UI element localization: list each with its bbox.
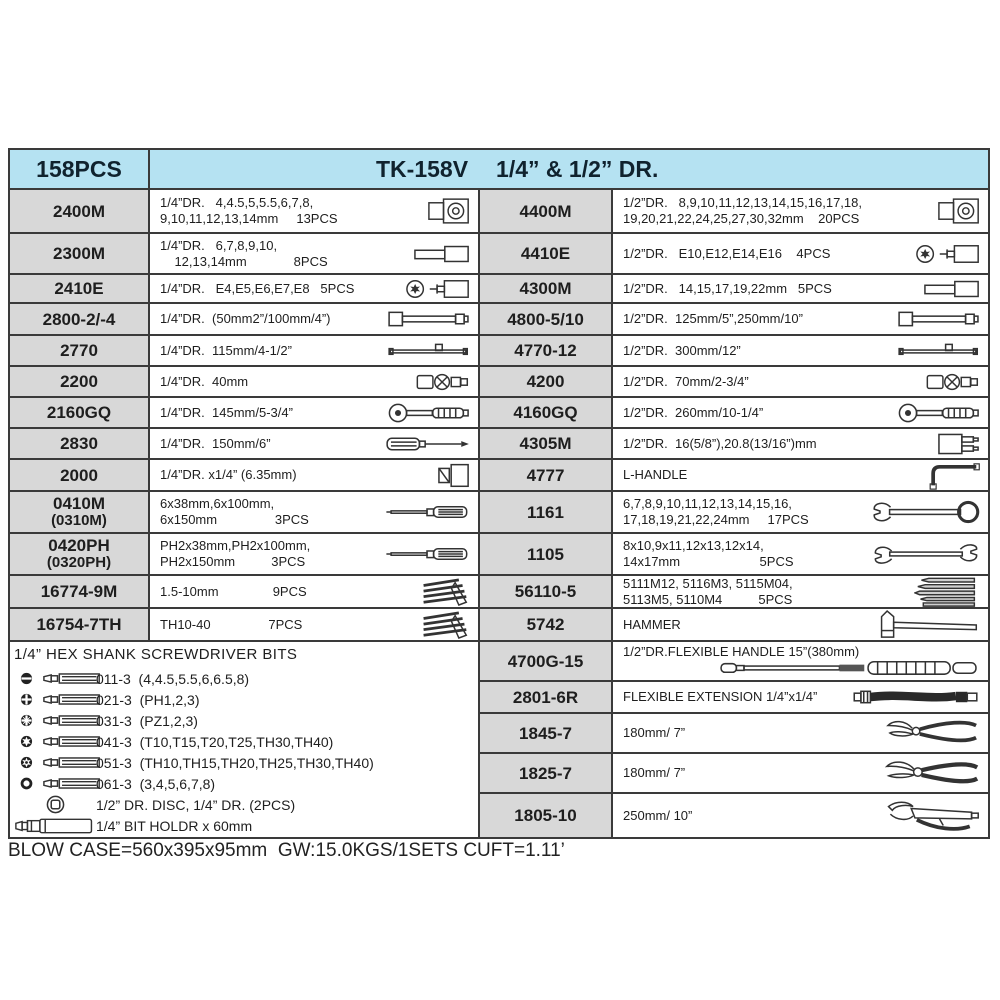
description-line: 1/2”DR. 70mm/2-3/4” <box>623 373 749 389</box>
part-description-cell <box>613 304 988 334</box>
part-code-cell <box>10 429 150 458</box>
description-line: L-HANDLE <box>623 467 688 482</box>
blow-case-note: BLOW CASE=560x395x95mm GW:15.0KGS/1SETS CUFT=1.11’ <box>8 840 565 861</box>
description-line: 1/4”DR. 115mm/4-1/2” <box>160 342 292 358</box>
part-description-cell <box>150 367 478 396</box>
hex-bits-title: 1/4” HEX SHANK SCREWDRIVER BITS <box>14 646 298 663</box>
table-row <box>10 460 478 492</box>
part-code: 4777 <box>526 465 565 485</box>
part-code-cell <box>480 460 613 490</box>
part-description-cell <box>150 609 478 640</box>
part-description-cell <box>150 429 478 458</box>
bit-icons <box>14 756 96 769</box>
diagonal-pliers-icon <box>884 718 980 748</box>
table-row <box>480 576 988 609</box>
description-line: 6,7,8,9,10,11,12,13,14,15,16, <box>623 496 792 511</box>
combination-wrench-icon <box>872 501 980 524</box>
hex-key-set-icon <box>418 610 470 640</box>
part-code: 0410M <box>53 494 105 513</box>
part-description-cell <box>150 576 478 607</box>
bit-icon <box>43 756 101 769</box>
part-code-cell <box>480 794 613 837</box>
part-description-cell <box>150 304 478 334</box>
part-description-cell <box>613 460 988 490</box>
bit-icon <box>43 777 101 790</box>
description-line: 1/4”DR. 40mm <box>160 373 249 389</box>
spinner-handle-icon <box>386 434 470 453</box>
part-description-cell <box>150 336 478 365</box>
description-line: 1.5-10mm 9PCS <box>160 583 307 599</box>
part-description-cell <box>150 460 478 490</box>
part-code-cell <box>10 534 150 574</box>
torx-tip-icon <box>20 735 33 748</box>
bit-item <box>14 815 478 836</box>
bit-icon <box>43 714 101 727</box>
part-code-cell <box>10 336 150 365</box>
table-row <box>10 398 478 429</box>
part-code-cell <box>480 234 613 273</box>
bit-icons <box>14 795 96 814</box>
table-row <box>10 304 478 336</box>
part-description-cell <box>613 534 988 574</box>
bit-item <box>14 731 478 752</box>
part-description-cell <box>613 492 988 532</box>
part-code-cell <box>10 234 150 273</box>
part-description-cell <box>613 234 988 273</box>
table-row <box>480 275 988 304</box>
right-rows-top <box>480 190 988 642</box>
part-code-alt: (0320PH) <box>46 554 112 571</box>
bit-icons <box>14 672 96 685</box>
table-row <box>480 534 988 576</box>
description-line: 1/2”DR. 16(5/8”),20.8(13/16”)mm <box>623 435 817 451</box>
bit-label: 1/2” DR. DISC, 1/4” DR. (2PCS) <box>96 796 296 813</box>
bit-icon <box>43 672 101 685</box>
table-row <box>480 492 988 534</box>
e-socket-icon <box>406 277 470 301</box>
table-row <box>480 794 988 837</box>
part-description-cell <box>613 754 988 792</box>
description-line: 9,10,11,12,13,14mm 13PCS <box>160 211 338 226</box>
part-code-cell <box>480 304 613 334</box>
part-code-cell <box>480 714 613 752</box>
bit-label: 041-3 (T10,T15,T20,T25,TH30,TH40) <box>96 733 334 750</box>
part-description-cell <box>613 398 988 427</box>
table-row <box>480 609 988 642</box>
table-row <box>480 234 988 275</box>
description-line: 180mm/ 7” <box>623 765 686 780</box>
part-description-cell <box>613 714 988 752</box>
deep-socket-icon <box>924 279 980 298</box>
part-description-cell <box>150 492 478 532</box>
cutting-pliers-icon <box>884 757 980 789</box>
piece-count: 158PCS <box>10 150 150 188</box>
table-body <box>10 190 988 837</box>
part-code: 1105 <box>527 544 564 564</box>
description-line: 1/2”DR.FLEXIBLE HANDLE 15”(380mm) <box>623 644 860 659</box>
extension-bar-icon <box>898 310 980 329</box>
tamper-torx-tip-icon <box>20 756 33 769</box>
bit-label: 061-3 (3,4,5,6,7,8) <box>96 775 216 792</box>
tool-set-table <box>8 148 990 839</box>
description-line: 6x38mm,6x100mm, <box>160 496 275 511</box>
hammer-icon <box>876 610 980 640</box>
part-code-cell <box>480 275 613 302</box>
part-description-cell <box>613 190 988 232</box>
description-line: 14x17mm 5PCS <box>623 554 794 569</box>
bit-item <box>14 710 478 731</box>
part-code: 2400M <box>53 201 105 221</box>
description-line: 1/4”DR. 4,4.5,5,5.5,6,7,8, <box>160 195 314 210</box>
table-row <box>10 190 478 234</box>
description-line: PH2x38mm,PH2x100mm, <box>160 538 311 553</box>
extension-bar-icon <box>388 310 470 329</box>
part-code-cell <box>10 275 150 302</box>
table-row <box>10 234 478 275</box>
part-code: 4400M <box>519 201 572 221</box>
screwdriver-icon <box>384 504 470 521</box>
bit-icons <box>14 714 96 727</box>
part-description-cell <box>613 429 988 458</box>
locking-pliers-icon <box>882 799 980 833</box>
bit-holder-icon <box>15 818 95 834</box>
part-code-cell <box>480 367 613 396</box>
table-row <box>480 336 988 367</box>
part-code-cell <box>10 190 150 232</box>
e-socket-icon <box>916 242 980 266</box>
bit-label: 1/4” BIT HOLDR x 60mm <box>96 817 253 834</box>
part-code: 5742 <box>526 615 565 634</box>
part-description-cell <box>613 794 988 837</box>
screwdriver-icon <box>384 546 470 563</box>
t-bar-icon <box>898 342 980 359</box>
table-row <box>480 714 988 754</box>
part-code: 4410E <box>520 244 571 263</box>
part-code: 56110-5 <box>514 582 577 601</box>
ratchet-icon <box>898 402 980 423</box>
description-line: 1/4”DR. x1/4” (6.35mm) <box>160 467 297 482</box>
part-code-cell <box>10 304 150 334</box>
drive-sizes: 1/4” & 1/2” DR. <box>496 155 659 182</box>
part-code: 4300M <box>519 279 572 298</box>
part-description-cell <box>150 190 478 232</box>
set-title <box>150 150 988 188</box>
universal-joint-icon <box>926 371 980 393</box>
table-row <box>480 460 988 492</box>
description-line: TH10-40 7PCS <box>160 616 303 632</box>
table-row <box>480 367 988 398</box>
description-line: 12,13,14mm 8PCS <box>160 253 328 269</box>
part-code: 2000 <box>60 465 98 485</box>
part-code: 4305M <box>519 434 572 453</box>
bit-icons <box>14 693 96 706</box>
description-line: 6x150mm 3PCS <box>160 512 309 527</box>
table-row <box>10 576 478 609</box>
part-code-cell <box>10 492 150 532</box>
bit-item <box>14 773 478 794</box>
part-description-cell <box>150 234 478 273</box>
part-description-cell <box>613 609 988 640</box>
socket-icon <box>938 198 980 224</box>
description-line: HAMMER <box>623 616 681 632</box>
table-row <box>10 336 478 367</box>
table-row <box>480 190 988 234</box>
t-bar-icon <box>388 342 470 359</box>
table-row <box>480 398 988 429</box>
flexible-handle-icon <box>718 657 980 678</box>
part-code-cell <box>480 609 613 640</box>
part-code: 1825-7 <box>519 763 572 783</box>
hex-bits-list <box>14 668 478 836</box>
table-row <box>10 275 478 304</box>
part-code-cell <box>480 429 613 458</box>
description-line: 1/4”DR. 150mm/6” <box>160 435 271 451</box>
part-code: 1845-7 <box>519 723 572 743</box>
part-code: 1161 <box>527 502 564 522</box>
description-line: 17,18,19,21,22,24mm 17PCS <box>623 512 809 527</box>
description-line: 1/4”DR. E4,E5,E6,E7,E8 5PCS <box>160 280 355 296</box>
part-code: 1805-10 <box>514 806 577 825</box>
part-code-cell <box>480 682 613 712</box>
description-line: 1/4”DR. 6,7,8,9,10, <box>160 237 278 253</box>
part-code: 2410E <box>54 279 104 298</box>
hex-tip-icon <box>20 777 33 790</box>
table-row <box>10 534 478 576</box>
part-code-cell <box>480 492 613 532</box>
part-code: 2830 <box>60 434 98 453</box>
open-end-wrench-icon <box>872 544 980 565</box>
bit-icon <box>43 735 101 748</box>
bit-item <box>14 794 478 815</box>
description-line: 5113M5, 5110M4 5PCS <box>623 591 793 607</box>
spark-plug-socket-icon <box>938 432 980 455</box>
table-row <box>480 754 988 794</box>
table-row <box>10 609 478 642</box>
part-code: 4770-12 <box>514 341 577 360</box>
part-code: 4700G-15 <box>507 651 584 671</box>
bit-icons <box>14 735 96 748</box>
description-line: 5111M12, 5116M3, 5115M04, <box>623 576 793 591</box>
model-number: TK-158V <box>376 155 469 182</box>
bit-icon <box>43 693 101 706</box>
part-code-cell <box>10 609 150 640</box>
right-column <box>478 190 988 837</box>
table-row <box>10 367 478 398</box>
description-line: 1/4”DR. 145mm/5-3/4” <box>160 404 293 420</box>
part-code: 16774-9M <box>40 582 118 601</box>
part-code-cell <box>480 754 613 792</box>
description-line: 1/2”DR. 260mm/10-1/4” <box>623 404 764 420</box>
pozidriv-tip-icon <box>20 714 33 727</box>
table-row <box>480 304 988 336</box>
part-description-cell <box>613 576 988 607</box>
description-line: 1/2”DR. 8,9,10,11,12,13,14,15,16,17,18, <box>623 195 862 210</box>
part-code-cell <box>10 367 150 396</box>
description-line: 1/2”DR. 300mm/12” <box>623 342 741 358</box>
table-row <box>480 682 988 714</box>
part-code: 2300M <box>53 244 105 263</box>
part-description-cell <box>613 336 988 365</box>
punch-set-icon <box>914 576 980 607</box>
part-code-cell <box>480 190 613 232</box>
part-code-cell <box>10 398 150 427</box>
part-code-cell <box>10 460 150 490</box>
part-description-cell <box>150 398 478 427</box>
part-code-cell <box>480 642 613 680</box>
hex-bits-section <box>10 642 478 837</box>
table-row <box>480 429 988 460</box>
bit-label: 051-3 (TH10,TH15,TH20,TH25,TH30,TH40) <box>96 754 374 771</box>
part-code-cell <box>10 576 150 607</box>
adaptor-icon <box>438 463 470 488</box>
part-code: 2770 <box>60 341 98 360</box>
part-code: 4800-5/10 <box>507 309 584 329</box>
description-line: 250mm/ 10” <box>623 807 693 823</box>
part-code: 16754-7TH <box>36 615 122 634</box>
bit-label: 031-3 (PZ1,2,3) <box>96 712 198 729</box>
flexible-extension-icon <box>852 688 980 707</box>
slotted-tip-icon <box>20 672 33 685</box>
part-code-cell <box>480 398 613 427</box>
phillips-tip-icon <box>20 693 33 706</box>
description-line: 1/4”DR. (50mm2”/100mm/4”) <box>160 311 331 326</box>
bit-label: 011-3 (4,4.5,5.5,6,6.5,8) <box>96 670 250 687</box>
part-code: 2800-2/-4 <box>42 309 116 329</box>
table-row <box>10 429 478 460</box>
part-code: 4200 <box>526 372 565 391</box>
description-line: FLEXIBLE EXTENSION 1/4”x1/4” <box>623 689 818 704</box>
part-code: 2200 <box>60 372 98 391</box>
description-line: 19,20,21,22,24,25,27,30,32mm 20PCS <box>623 211 860 226</box>
description-line: 1/2”DR. 125mm/5”,250mm/10” <box>623 311 803 326</box>
universal-joint-icon <box>416 371 470 393</box>
description-line: 1/2”DR. 14,15,17,19,22mm 5PCS <box>623 280 832 296</box>
description-line: PH2x150mm 3PCS <box>160 554 306 569</box>
table-row <box>10 492 478 534</box>
part-description-cell <box>150 534 478 574</box>
part-code-alt: (0310M) <box>51 512 107 529</box>
bit-icons <box>14 777 96 790</box>
part-code: 0420PH <box>48 536 110 555</box>
description-line: 8x10,9x11,12x13,12x14, <box>623 538 764 553</box>
left-column <box>10 190 478 837</box>
disc-icon <box>46 795 65 814</box>
bit-icons <box>14 818 96 834</box>
part-description-cell <box>613 275 988 302</box>
deep-socket-icon <box>414 244 470 263</box>
socket-icon <box>428 198 470 224</box>
bit-item <box>14 689 478 710</box>
description-line: 1/2”DR. E10,E12,E14,E16 4PCS <box>623 245 831 261</box>
part-code-cell <box>480 576 613 607</box>
l-handle-icon <box>922 460 980 490</box>
part-code: 2801-6R <box>512 687 579 707</box>
table-row <box>480 642 988 682</box>
part-description-cell <box>613 367 988 396</box>
bit-label: 021-3 (PH1,2,3) <box>96 691 200 708</box>
right-rows-bottom <box>480 642 988 837</box>
part-description-cell <box>613 642 988 680</box>
part-description-cell <box>613 682 988 712</box>
part-code-cell <box>480 534 613 574</box>
bit-item <box>14 668 478 689</box>
part-code-cell <box>480 336 613 365</box>
ratchet-icon <box>388 402 470 423</box>
part-code: 4160GQ <box>513 403 578 422</box>
table-header-row <box>10 150 988 190</box>
part-code: 2160GQ <box>46 403 112 422</box>
hex-key-set-icon <box>418 577 470 607</box>
description-line: 180mm/ 7” <box>623 725 686 740</box>
part-description-cell <box>150 275 478 302</box>
left-rows <box>10 190 478 642</box>
bit-item <box>14 752 478 773</box>
